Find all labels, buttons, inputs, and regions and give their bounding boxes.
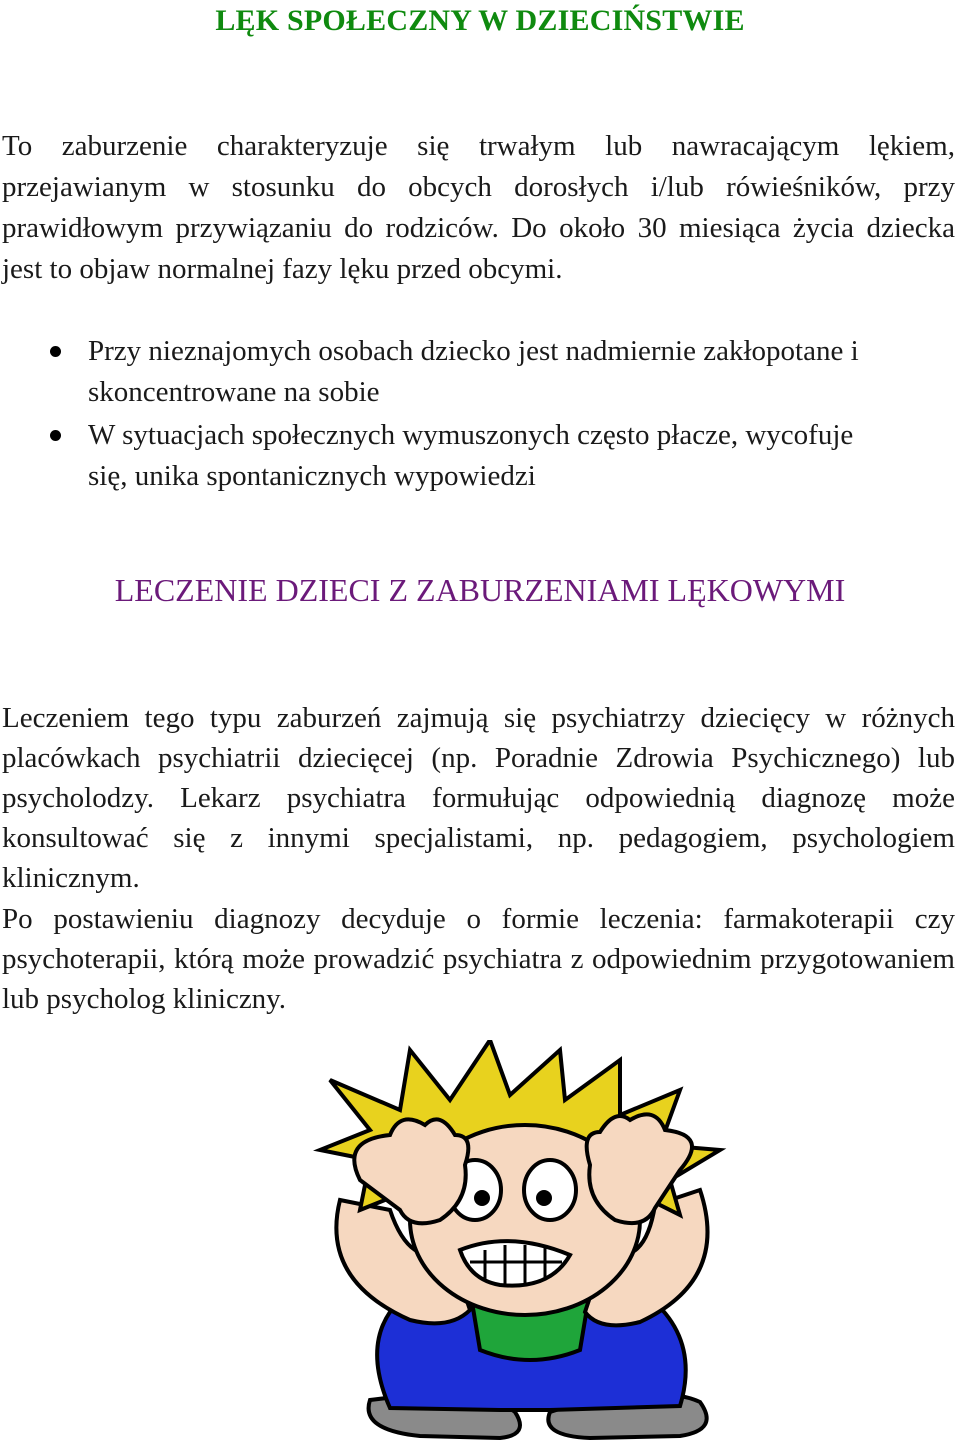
- intro-paragraph: To zaburzenie charakteryzuje się trwałym lub nawracającym lękiem, przejawianym w stosunku do obcych dorosłych i/lub rówieśników, przy prawidłowym przywiązaniu do rodziców. Do około 30 miesiąca życia dziecka jest to objaw normalnej fazy lęku przed obcymi.: [2, 130, 955, 285]
- right-eye: [524, 1160, 576, 1220]
- document-title: LĘK SPOŁECZNY W DZIECIŃSTWIE: [215, 4, 745, 37]
- list-item: [0, 331, 888, 413]
- diagnosis-paragraph: Po postawieniu diagnozy decyduje o formie leczenia: farmakoterapii czy psychoterapii, którą może prowadzić psychiatra z odpowiednim przygotowaniem lub psycholog kliniczny.: [2, 903, 955, 1015]
- section-heading-treatment: LECZENIE DZIECI Z ZABURZENIAMI LĘKOWYMI: [114, 572, 846, 608]
- bullet-icon: [50, 430, 61, 441]
- list-item-text: W sytuacjach społecznych wymuszonych często płacze, wycofuje się, unika spontanicznych wypowiedzi: [88, 419, 854, 492]
- treatment-paragraph: Leczeniem tego typu zaburzeń zajmują się psychiatrzy dziecięcy w różnych placówkach psychiatrii dziecięcej (np. Poradnie Zdrowia Psychicznego) lub psycholodzy. Lekarz psychiatra formułując odpowiednią diagnozę może konsultować się z innymi specjalistami, np. pedagogiem, psychologiem klinicznym.: [2, 702, 955, 894]
- list-item: [0, 415, 888, 497]
- symptom-list: [0, 331, 960, 499]
- list-item-text: Przy nieznajomych osobach dziecko jest nadmiernie zakłopotane i skoncentrowane na sobie: [88, 335, 859, 408]
- anxious-child-illustration: [300, 1040, 740, 1441]
- bullet-icon: [50, 346, 61, 357]
